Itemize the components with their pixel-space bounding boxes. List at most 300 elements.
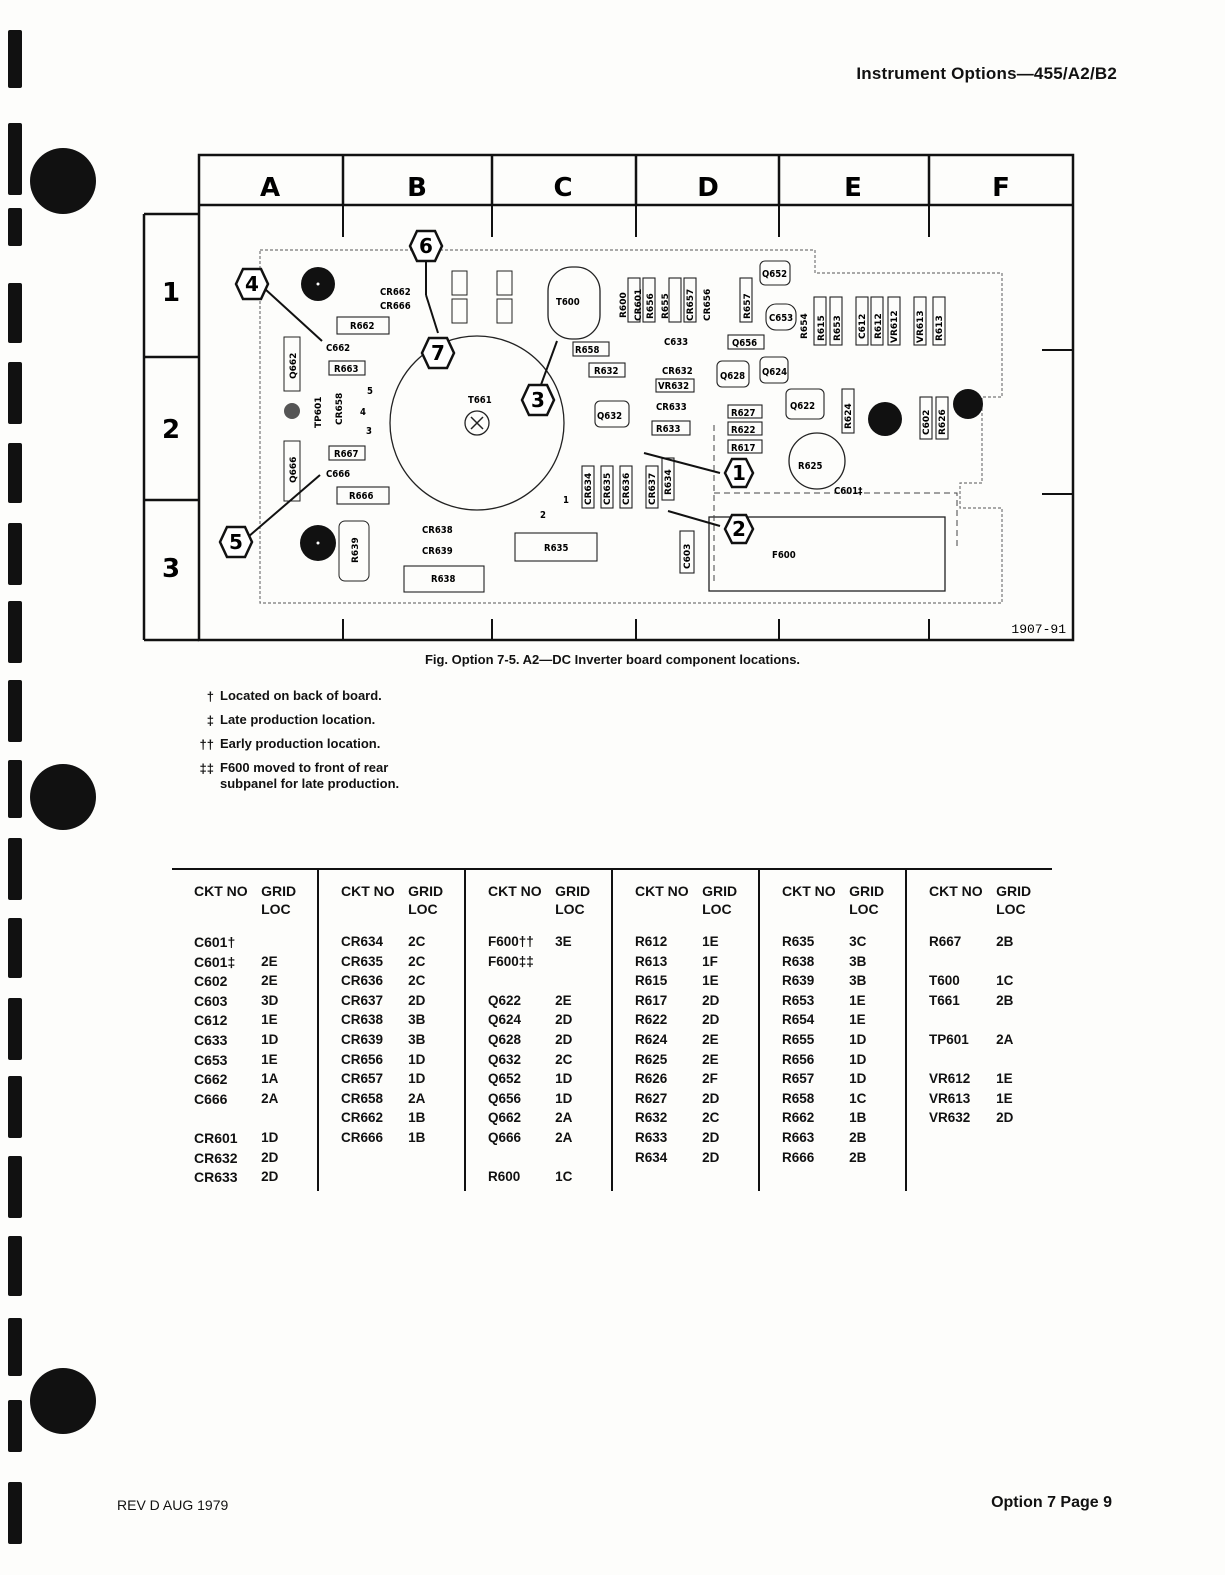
edge-mark [8,443,22,503]
label-r615: R615 [817,315,827,341]
table-row [319,1071,464,1091]
ckt-no-cell: TP601 [929,1031,969,1047]
table-row [907,954,1052,974]
header-ckt-no: CKT NO [782,883,836,899]
label-r635: R635 [544,543,569,554]
revision-date: REV D AUG 1979 [117,1497,229,1513]
grid-loc-cell [555,954,611,974]
component-location-figure [142,153,1076,645]
ckt-no-cell: CR635 [341,953,384,969]
grid-loc-cell: 3B [408,1012,426,1028]
label-vr612: VR612 [890,310,900,343]
grid-loc-cell: 2E [261,973,278,989]
grid-loc-cell: 1D [261,1031,279,1047]
table-row [613,954,758,974]
ckt-no-cell: C601‡ [194,953,236,970]
table-row [760,973,905,993]
ckt-no-cell: Q666 [488,1129,522,1145]
ckt-no-cell: R654 [782,1012,815,1028]
table-row [907,993,1052,1013]
table-row [466,1071,611,1091]
table-row [613,934,758,954]
ckt-no-cell: C612 [194,1012,228,1029]
table-row [613,973,758,993]
table-row [760,1130,905,1150]
edge-mark [8,760,22,818]
footnote-text: F600 moved to front of rear subpanel for late production. [220,760,400,791]
grid-loc-cell: 1E [261,1012,278,1028]
table-row [613,1052,758,1072]
ckt-no-cell: R658 [782,1090,815,1106]
label-q624: Q624 [762,367,788,378]
svg-text:6: 6 [419,234,433,258]
table-column [172,870,317,1191]
edge-mark [8,1318,22,1376]
svg-text:2: 2 [732,517,746,541]
edge-mark [8,123,22,195]
ckt-no-cell: C601† [194,934,236,950]
callout-7 [422,338,454,368]
edge-mark [8,1076,22,1138]
table-row [907,1032,1052,1052]
grid-loc-cell: 3B [408,1031,426,1047]
label-vr632: VR632 [658,381,690,392]
grid-loc-cell: 1E [996,1071,1013,1087]
header-ckt-no: CKT NO [341,883,395,899]
footnote-text: Early production location. [220,736,381,751]
grid-loc-cell: 1D [555,1071,573,1087]
col-label-a: A [259,173,281,203]
ckt-no-cell [172,1110,261,1130]
table-row [172,1169,317,1189]
pin-5: 5 [367,386,373,397]
table-row [613,993,758,1013]
label-r632: R632 [594,366,619,377]
ckt-no-cell: R625 [635,1051,668,1067]
footnote-text: Late production location. [220,712,376,727]
callout-5 [220,527,252,557]
grid-loc-cell [996,1052,1052,1072]
ckt-no-cell: R626 [635,1071,668,1087]
edge-mark [8,208,22,246]
grid-loc-cell: 2D [702,1129,720,1145]
table-row [760,1110,905,1130]
label-cr637: CR637 [648,472,658,505]
label-cr601: CR601 [634,288,644,321]
grid-loc-cell: 2C [408,953,426,969]
footnote-text: Located on back of board. [220,688,382,703]
edge-mark [8,1156,22,1218]
label-q652: Q652 [762,269,788,280]
svg-text:7: 7 [431,341,445,365]
ckt-no-cell: R617 [635,992,668,1008]
table-row [466,993,611,1013]
label-q656: Q656 [732,338,758,349]
label-c666: C666 [326,469,351,480]
table-row [172,1032,317,1052]
grid-loc-cell: 3C [849,934,867,949]
ckt-no-cell: Q652 [488,1071,522,1087]
callout-1 [725,459,753,487]
table-row [760,1032,905,1052]
table-header [466,870,611,924]
label-cr635: CR635 [603,472,613,505]
row-label-2: 2 [161,415,181,445]
grid-loc-cell: 2D [702,1090,720,1106]
grid-loc-cell: 2A [408,1090,426,1106]
ckt-no-cell: R656 [782,1051,815,1067]
grid-loc-cell: 2D [408,992,426,1008]
table-row [760,954,905,974]
footnote [188,762,440,792]
grid-loc-cell: 2E [702,1031,719,1047]
edge-mark [8,998,22,1060]
ckt-no-cell: R657 [782,1071,815,1087]
ckt-no-cell: C602 [194,973,228,990]
grid-loc-cell: 1B [849,1110,867,1126]
col-label-d: D [697,173,719,203]
label-cr662: CR662 [380,287,411,298]
board-diagram [142,153,1076,645]
footnote [188,690,440,704]
footnote-symbol: †† [199,737,214,752]
header-ckt-no: CKT NO [194,883,248,899]
svg-text:4: 4 [245,272,259,296]
footnotes [188,690,440,802]
grid-loc-cell [996,1012,1052,1032]
label-cr658: CR658 [335,392,345,425]
table-row [760,1012,905,1032]
label-cr632: CR632 [662,366,693,377]
ckt-no-cell: C662 [194,1071,228,1088]
grid-loc-cell: 3E [555,934,572,949]
table-row [172,1130,317,1150]
grid-loc-cell: 1C [849,1090,867,1106]
table-header [172,870,317,924]
table-row [172,954,317,974]
ckt-no-cell: R624 [635,1031,668,1047]
footnote-symbol: ‡‡ [199,761,214,776]
table-row [172,1110,317,1130]
header-ckt-no: CKT NO [488,883,542,899]
ckt-no-cell: Q622 [488,992,522,1008]
ckt-no-cell: VR612 [929,1071,971,1087]
grid-loc-cell: 1D [261,1129,279,1145]
t661-transformer [390,336,564,510]
table-row [466,1032,611,1052]
row-label-3: 3 [161,554,181,584]
grid-loc-cell: 2D [996,1110,1014,1126]
callout-3 [522,385,554,415]
edge-mark [8,523,22,585]
label-q622: Q622 [790,401,816,412]
ckt-no-cell: CR662 [341,1110,384,1126]
table-row [172,1091,317,1111]
ckt-no-cell: C653 [194,1051,228,1068]
table-row [613,1012,758,1032]
pin-2: 2 [540,510,546,521]
grid-loc-cell: 1F [702,953,718,969]
edge-mark [8,283,22,343]
edge-mark [8,680,22,742]
ckt-no-cell: CR633 [194,1169,238,1186]
table-row [319,1012,464,1032]
ckt-no-cell [466,973,555,993]
table-row [613,1071,758,1091]
ckt-no-cell: C666 [194,1090,228,1107]
table-row [172,934,317,954]
label-cr633: CR633 [656,402,687,413]
col-label-e: E [844,173,862,203]
table-row [760,993,905,1013]
pin-3: 3 [366,426,372,437]
table-row [466,934,611,954]
label-c612: C612 [858,313,868,339]
table-header [613,870,758,924]
ckt-no-cell: F600‡‡ [488,953,534,969]
table-column [905,870,1052,1191]
grid-loc-cell: 2A [261,1090,279,1106]
grid-loc-cell: 1E [702,934,719,949]
label-r600: R600 [619,292,629,318]
label-r627: R627 [731,408,756,419]
table-row [466,1169,611,1189]
label-vr613: VR613 [916,310,926,343]
grid-loc-cell: 1D [849,1051,867,1067]
table-row [466,1012,611,1032]
label-t600: T600 [556,297,580,308]
table-row [613,1130,758,1150]
label-r657: R657 [743,293,753,319]
table-row [466,1091,611,1111]
label-q632: Q632 [597,411,623,422]
grid-frame [144,155,1073,640]
grid-loc-cell: 2D [702,1149,720,1165]
figure-caption: Fig. Option 7-5. A2—DC Inverter board component locations. [424,652,801,667]
grid-loc-cell: 2B [996,992,1014,1008]
table-row [760,1052,905,1072]
grid-loc-cell: 2F [702,1071,718,1087]
table-header [760,870,905,924]
grid-loc-cell [261,934,317,954]
label-r624: R624 [844,403,854,429]
ckt-no-cell: CR638 [341,1012,384,1028]
table-row [907,1091,1052,1111]
label-cr639: CR639 [422,546,453,557]
footnote [188,714,440,728]
grid-loc-cell: 2E [702,1051,719,1067]
footnote-symbol: † [206,689,214,704]
table-row [319,1110,464,1130]
table-row [466,1150,611,1170]
ckt-no-cell: CR657 [341,1071,384,1087]
grid-loc-cell [555,973,611,993]
ckt-no-cell: R639 [782,973,815,989]
label-c603: C603 [683,543,693,569]
ckt-no-cell: Q656 [488,1090,522,1106]
grid-loc-cell: 1E [849,1012,866,1028]
grid-loc-cell: 2E [261,953,278,969]
grid-loc-cell: 2D [702,1012,720,1028]
label-cr638: CR638 [422,525,453,536]
table-row [319,1130,464,1150]
ckt-no-cell: CR639 [341,1031,384,1047]
col-label-f: F [992,173,1010,203]
ckt-no-cell: R663 [782,1129,815,1145]
header-grid-loc: GRID LOC [849,883,885,917]
edge-mark [8,1482,22,1544]
label-cr657: CR657 [686,288,696,321]
table-row [319,973,464,993]
table-column [611,870,758,1191]
label-r662: R662 [350,321,375,332]
callout-6 [410,231,442,261]
label-c633: C633 [664,337,689,348]
grid-loc-cell: 2A [555,1110,573,1126]
edge-mark [8,918,22,978]
grid-loc-cell: 3B [849,973,867,989]
table-row [613,1150,758,1170]
header-grid-loc: GRID LOC [408,883,444,917]
grid-loc-cell: 1D [849,1071,867,1087]
table-row [613,1110,758,1130]
ckt-no-cell: R622 [635,1012,668,1028]
label-r634: R634 [664,469,674,495]
footnote-symbol: ‡ [206,713,214,728]
ckt-no-cell [907,1052,996,1072]
grid-loc-cell: 2B [849,1149,867,1165]
grid-loc-cell: 3B [849,953,867,969]
ckt-no-cell: R634 [635,1149,668,1165]
ckt-no-cell: R638 [782,953,815,969]
grid-loc-cell: 2A [555,1129,573,1145]
label-r622: R622 [731,425,756,436]
label-c602: C602 [922,409,932,435]
label-q628: Q628 [720,371,746,382]
table-row [907,934,1052,954]
label-t661: T661 [468,395,492,406]
ckt-no-cell: CR634 [341,934,384,949]
table-row [466,1130,611,1150]
label-r663: R663 [334,364,359,375]
grid-loc-cell: 1E [996,1090,1013,1106]
grid-loc-cell: 1B [408,1129,426,1145]
grid-loc-cell: 1B [408,1110,426,1126]
ckt-no-cell: Q628 [488,1031,522,1047]
label-tp601: TP601 [314,396,324,428]
grid-loc-cell: 1A [261,1071,279,1087]
table-row [319,934,464,954]
label-r655: R655 [661,293,671,319]
binding-hole [30,148,96,214]
grid-loc-cell: 2E [555,992,572,1008]
header-grid-loc: GRID LOC [702,883,738,917]
grid-loc-cell: 1C [996,973,1014,989]
label-c662: C662 [326,343,351,354]
ckt-no-cell: R612 [635,934,668,949]
label-r653: R653 [833,315,843,341]
ckt-no-cell: CR656 [341,1051,384,1067]
ckt-no-cell: Q662 [488,1110,522,1126]
label-r613: R613 [935,315,945,341]
label-r612: R612 [874,313,884,339]
label-r656: R656 [646,293,656,319]
ckt-no-cell: CR601 [194,1129,238,1146]
table-row [319,1091,464,1111]
table-row [760,934,905,954]
grid-loc-cell: 1D [849,1031,867,1047]
label-c653: C653 [769,313,794,324]
ckt-no-cell: R600 [488,1169,521,1185]
ckt-no-cell: R653 [782,992,815,1008]
ckt-no-cell: R633 [635,1129,668,1145]
label-c601: C601‡ [834,486,863,497]
grid-loc-cell: 1E [849,992,866,1008]
ckt-no-cell: VR632 [929,1110,971,1126]
edge-mark [8,838,22,900]
table-row [319,993,464,1013]
edge-mark [8,30,22,88]
table-row [172,973,317,993]
table-row [760,1091,905,1111]
table-row [466,1052,611,1072]
edge-mark [8,1400,22,1452]
ckt-no-cell: CR632 [194,1149,238,1166]
svg-text:1: 1 [732,461,746,485]
grid-loc-cell [996,954,1052,974]
label-r639: R639 [351,537,361,563]
grid-loc-cell: 2C [408,934,426,949]
f600-dashed-outline [714,493,957,546]
label-cr666: CR666 [380,301,411,312]
label-r654: R654 [800,313,810,339]
col-label-b: B [407,173,427,203]
ckt-no-cell: CR637 [341,992,384,1008]
ckt-no-cell: R667 [929,934,962,949]
ckt-no-cell: CR666 [341,1129,384,1145]
header-ckt-no: CKT NO [635,883,689,899]
ckt-no-cell: R615 [635,973,668,989]
table-column [317,870,464,1191]
label-r625: R625 [798,461,823,472]
ckt-no-cell: R655 [782,1031,815,1047]
grid-loc-cell: 2D [555,1031,573,1047]
grid-loc-cell [555,1150,611,1170]
table-header [319,870,464,924]
grid-loc-cell: 2C [408,973,426,989]
ckt-no-cell: Q632 [488,1051,522,1067]
footnote [188,738,440,752]
header-grid-loc: GRID LOC [261,883,297,917]
grid-loc-cell: 1D [555,1090,573,1106]
grid-loc-cell: 1D [408,1051,426,1067]
col-label-c: C [553,173,573,203]
ckt-no-cell: Q624 [488,1012,522,1028]
component-location-table [172,868,1052,1191]
label-r667: R667 [334,449,359,460]
grid-loc-cell: 1D [408,1071,426,1087]
callout-2 [725,515,753,543]
grid-loc-cell: 2D [555,1012,573,1028]
ckt-no-cell: VR613 [929,1090,971,1106]
grid-loc-cell: 2D [261,1169,279,1185]
ckt-no-cell: R627 [635,1090,668,1106]
table-row [907,1012,1052,1032]
ckt-no-cell: R635 [782,934,815,949]
header-grid-loc: GRID LOC [996,883,1032,917]
label-r638: R638 [431,574,456,585]
table-row [760,1071,905,1091]
